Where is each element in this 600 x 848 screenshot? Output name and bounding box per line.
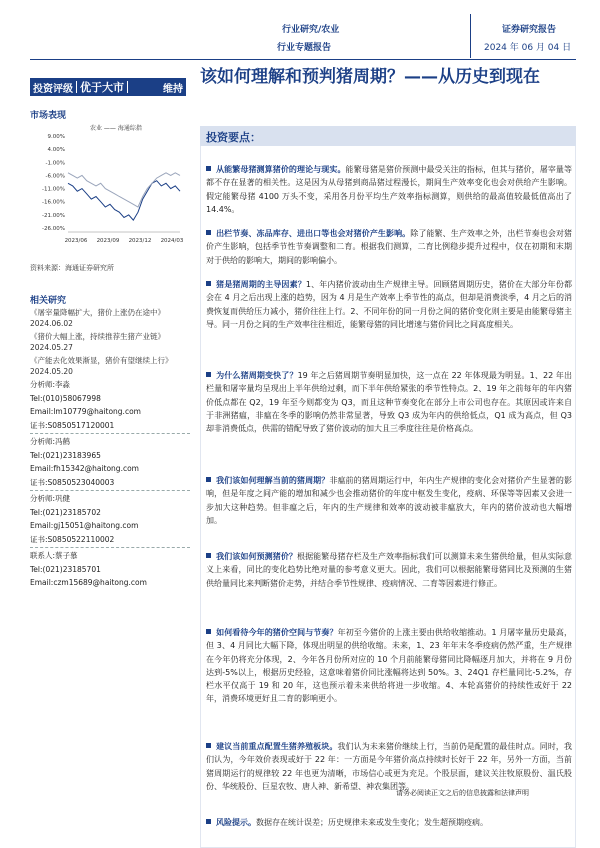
key-points-label: 投资要点： xyxy=(206,131,261,144)
x-tick-label: 2023/06 xyxy=(64,238,88,244)
y-tick-label: -11.00% xyxy=(42,186,65,193)
key-point-heading: 出栏节奏、冻品库存、进出口等也会对猪价产生影响。 xyxy=(216,229,411,238)
y-tick-label: -6.00% xyxy=(45,173,65,180)
rating-separator xyxy=(127,81,128,93)
analyst-tel: Tel:(021)23183965 xyxy=(30,450,101,460)
y-tick-label: -21.00% xyxy=(42,212,65,219)
report-header xyxy=(0,0,600,62)
y-tick-label: 4.00% xyxy=(47,147,65,154)
related-item-date: 2024.06.02 xyxy=(30,319,73,328)
analyst-block xyxy=(30,378,190,590)
bullet-icon xyxy=(206,553,211,558)
related-item-title[interactable]: 《猪价大幅上涨，持续推荐生猪产业链》 xyxy=(30,332,165,341)
key-point xyxy=(206,474,572,527)
chart-legend: 农业 —— 海通综指 xyxy=(90,125,142,132)
divider xyxy=(30,490,190,491)
bullet-icon xyxy=(206,230,211,235)
analyst-tel: Tel:(021)23185702 xyxy=(30,507,101,517)
key-point-body: 1、年内猪价波动由生产规律主导。回顾猪周期历史，猪价在大部分年份都会在 4 月之后出现上涨的趋势，因为 4 月是生产效率上季节性的高点，但却是消费淡季，4 月之后的消费恢复而供给压力减小，猪价往往上行。2、不同年份的同一月份之间的猪价变化则主要是由能繁母猪主导。同一月份之间的生产效率往往相近，能繁母猪的同比增速与猪价同比之间高度相关。 xyxy=(206,280,572,329)
analyst-role: 联系人:蔡子慕 xyxy=(30,551,78,560)
analyst-cert: 证书:S0850523040003 xyxy=(30,477,115,487)
key-point-heading: 建议当前重点配置生猪养殖板块。 xyxy=(216,742,338,751)
related-item[interactable] xyxy=(30,331,190,353)
header-divider xyxy=(470,14,471,58)
key-point-body: 我们认为未来猪价继续上行，当前仍是配置的最佳时点。同时，我们认为，今年效价表现或好于 22 年：一方面是今年猪价高点持续时长好于 22 年，另外一方面，当前猪周期运行的规律较 22 年也更为清晰，市场信心或更为充足。个股层面，建议关注牧原股份、温氏股份、华统股份、巨星农牧、唐人神、新希望、神农集团等。 xyxy=(206,742,572,791)
header-category: 行业研究/农业 xyxy=(282,25,340,35)
key-point-heading: 如何看待今年的猪价空间与节奏？ xyxy=(216,628,338,637)
market-title: 市场表现 xyxy=(30,111,67,121)
key-point-body: 数据存在统计误差；历史规律未来或发生变化；发生超预期疫病。 xyxy=(256,818,488,827)
series-line-haitong-index xyxy=(68,173,180,207)
rating-action: 维持 xyxy=(163,83,183,95)
analyst-tel: Tel:(021)23185701 xyxy=(30,564,101,574)
key-point xyxy=(206,740,572,793)
related-item-date: 2024.05.20 xyxy=(30,367,73,376)
analyst-email[interactable]: Email:czm15689@haitong.com xyxy=(30,578,147,587)
key-point xyxy=(206,227,572,267)
key-points-bar xyxy=(200,126,576,146)
analyst-cert: 证书:S0850517120001 xyxy=(30,420,115,430)
bullet-icon xyxy=(206,281,211,286)
key-point xyxy=(206,626,572,706)
sidebar xyxy=(30,60,190,800)
market-chart xyxy=(30,120,186,255)
divider xyxy=(30,433,190,434)
related-item[interactable] xyxy=(30,355,190,377)
key-point-heading: 我们该如何预测猪价？ xyxy=(216,552,297,561)
related-item-title[interactable]: 《屠宰量降幅扩大，猪价上涨仍在途中》 xyxy=(30,308,165,317)
bullet-icon xyxy=(206,819,211,824)
analyst-role: 分析师:李淼 xyxy=(30,380,71,389)
rating-bar xyxy=(30,78,186,96)
header-date: 2024 年 06 月 04 日 xyxy=(484,43,572,53)
related-item-title[interactable]: 《产能去化效果渐显，猪价有望继续上行》 xyxy=(30,356,173,365)
analyst-email[interactable]: Email:fh15342@haitong.com xyxy=(30,464,139,473)
y-tick-label: -1.00% xyxy=(45,160,65,167)
footer-disclaimer: 请务必阅读正文之后的信息披露和法律声明 xyxy=(396,789,529,797)
related-item-date: 2024.05.27 xyxy=(30,343,73,352)
analyst-tel: Tel:(010)58067998 xyxy=(30,393,101,403)
bullet-icon xyxy=(206,743,211,748)
x-tick-label: 2023/09 xyxy=(96,238,120,244)
bullet-icon xyxy=(206,477,211,482)
header-report-type: 行业专题报告 xyxy=(277,43,332,53)
bullet-icon xyxy=(206,166,211,171)
main-content xyxy=(200,60,576,827)
rating-label: 投资评级 xyxy=(33,83,73,95)
key-point-body: 年初至今猪价的上涨主要由供给收缩推动。1 月屠宰量历史最高，但 3、4 月同比大幅下降，体现出明显的供给收缩。未来，1、23 年年末冬季疫病仍然严重，生产规律在今年仍将充分体现，2、今年各月份所对应的 10 个月前能繁母猪同比降幅逐月加大，并将在 9 月份达到-5%以上，根据历史经验，这意味着猪价同比涨幅将达到 50%。3、24Q1 存栏量同比-5.2%，存栏水平仅高于 19 和 20 年，这也预示着未来供给将进一步收缩。4、本轮高猪价的持续性或好于 22 年，消费环境更好且二育的影响更小。 xyxy=(206,628,572,704)
key-point-body: 非瘟前的猪周期运行中，年内生产规律的变化会对猪价产生显著的影响，但是年度之间产能的增加和减少也会推动猪价的年度中枢发生变化，疫病、环保等等因素又会进一步加大这种趋势。但非瘟之后，年内的生产规律和效率的波动被非瘟放大，年内的猪价波动也大幅增加。 xyxy=(206,476,573,525)
divider xyxy=(30,547,190,548)
analyst-role: 分析师:冯鹤 xyxy=(30,437,71,446)
y-tick-label: -16.00% xyxy=(42,199,65,206)
header-brand: 证券研究报告 xyxy=(502,25,557,35)
key-point-body: 能繁母猪是猪价预测中最受关注的指标，但其与猪价，屠宰量等都不存在显著的相关性。这是因为从母猪到商品猪过程漫长，期间生产效率变化也会对供给产生影响。假定能繁母猪 4100 万头不变，采用各月份平均生产效率指标测算，则供给的最高值较最低值高出了 14.4%。 xyxy=(206,165,572,214)
key-point-heading: 风险提示。 xyxy=(216,818,256,827)
bullet-icon xyxy=(206,629,211,634)
related-item[interactable] xyxy=(30,307,190,329)
key-point xyxy=(206,550,572,590)
y-tick-label: -26.00% xyxy=(42,226,65,232)
analyst-cert: 证书:S0850522110002 xyxy=(30,534,115,544)
key-point-heading: 猪是猪周期的主导因素？ xyxy=(216,280,306,289)
x-tick-label: 2024/03 xyxy=(160,238,184,244)
analyst-email[interactable]: Email:gj15051@haitong.com xyxy=(30,521,139,530)
chart-source: 资料来源：海通证券研究所 xyxy=(30,264,114,272)
key-point-heading: 我们该如何理解当前的猪周期？ xyxy=(216,476,330,485)
key-point-body: 19 年之后猪周期节奏明显加快，这一点在 22 年体现最为明显。1、22 年出栏量和屠宰量均呈现出上半年供给过剩，而下半年供给紧张的季节性特点。2、19 年之前每年的年内猪价低点都在 Q2，19 年至今则都变为 Q3，而且这种节奏变化在部分上市公司也存在。其原因或许来自于非洲猪瘟，非瘟在冬季的影响仍然非常显著，导致 Q3 成为年内的供给低点，Q1 成为高点，但 Q3 却非消费低点，供需的错配导致了猪价波动的加大且三季度往往是价格高点。 xyxy=(206,371,572,434)
key-point-heading: 从能繁母猪测算猪价的理论与现实。 xyxy=(216,165,346,174)
key-point xyxy=(206,163,572,216)
x-tick-label: 2023/12 xyxy=(128,238,152,244)
key-point-body: 除了能繁、生产效率之外，出栏节奏也会对猪价产生影响，包括季节性节奏调整和二育。根据我们测算，二育比例稳步提升过程中，仅在初期和末期对于供给的影响大，期间的影响偏小。 xyxy=(206,229,573,265)
analyst-email[interactable]: Email:lm10779@haitong.com xyxy=(30,407,141,416)
key-point-heading: 为什么猪周期变快了？ xyxy=(216,371,298,380)
key-point xyxy=(206,278,572,331)
report-title: 该如何理解和预判猪周期？——从历史到现在 xyxy=(200,67,540,87)
series-line-agriculture xyxy=(68,181,180,220)
key-point xyxy=(206,816,572,829)
related-title: 相关研究 xyxy=(30,296,67,306)
key-point-body: 根据能繁母猪存栏及生产效率指标我们可以测算未来生猪供给量，但从实际意义上来看，同比的变化趋势比绝对量的参考意义更大。因此，我们可以根据能繁母猪同比及预测的生猪供给量同比来判断猪价走势，并结合季节性规律、疫病情况、二育等因素进行修正。 xyxy=(206,552,572,588)
key-point xyxy=(206,369,572,435)
bullet-icon xyxy=(206,372,211,377)
y-tick-label: 9.00% xyxy=(47,134,65,140)
analyst-role: 分析师:巩健 xyxy=(30,494,71,503)
rating-value: 优于大市 xyxy=(80,81,124,94)
